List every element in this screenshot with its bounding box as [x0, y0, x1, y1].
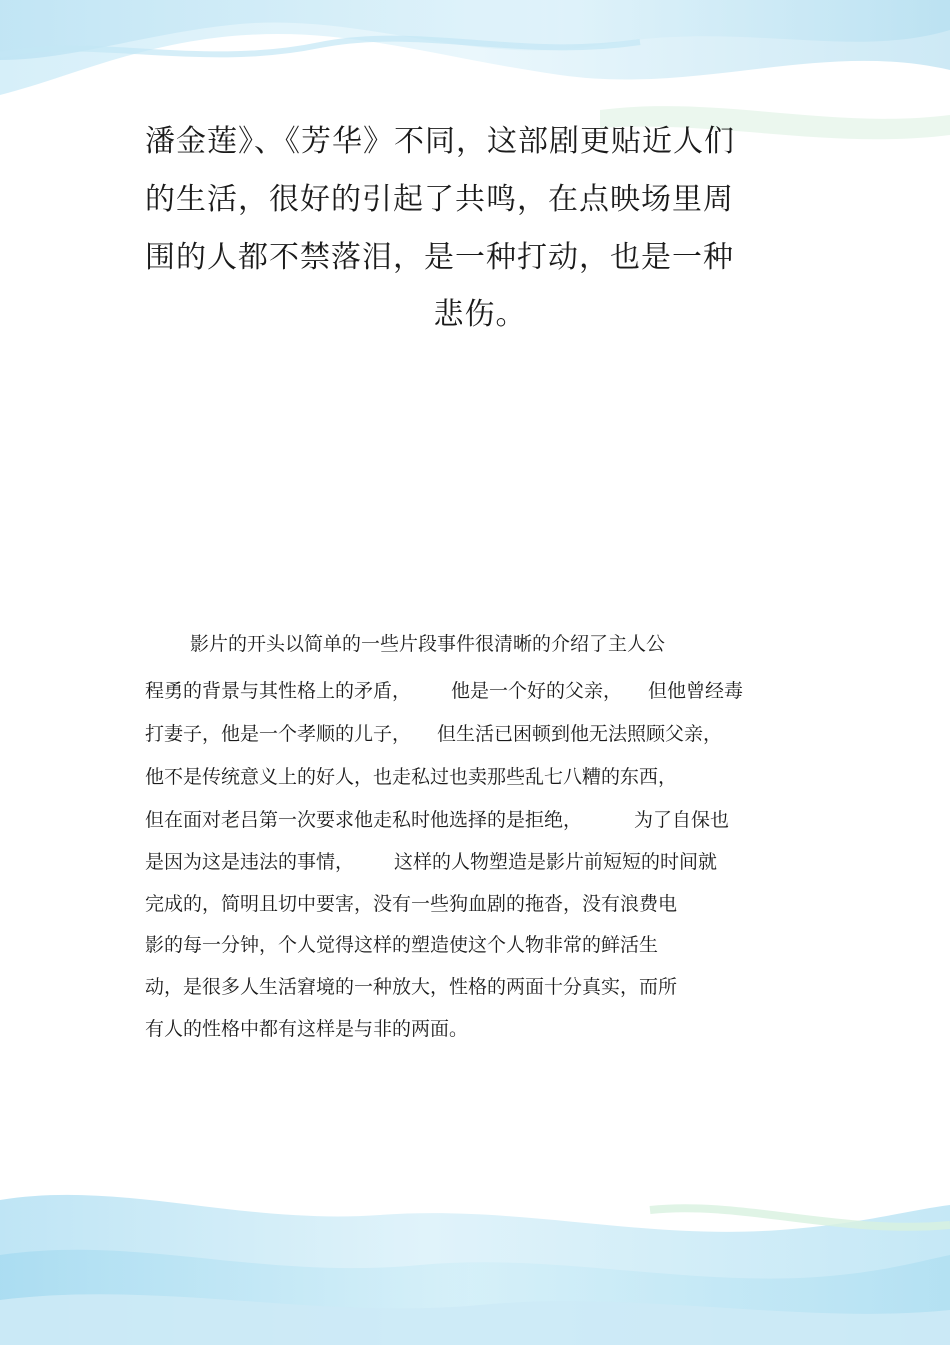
body-line-1: 影片的开头以简单的一些片段事件很清晰的介绍了主人公 [190, 633, 666, 655]
bottom-wave-decoration [0, 1180, 950, 1345]
body-line-8: 影的每一分钟，个人觉得这样的塑造使这个人物非常的鲜活生 [145, 934, 659, 956]
body-line-3-part-a: 打妻子，他是一个孝顺的儿子， [145, 723, 412, 745]
heading-line-1: 潘金莲》、《芳华》不同，这部剧更贴近人们 [145, 124, 735, 159]
heading-line-2: 的生活，很好的引起了共鸣，在点映场里周 [145, 182, 734, 217]
body-line-7: 完成的，简明且切中要害，没有一些狗血剧的拖沓，没有浪费电 [145, 893, 678, 915]
body-line-3 [145, 720, 722, 748]
body-line-2 [145, 677, 743, 705]
body-line-6 [145, 848, 717, 876]
body-line-5 [145, 806, 729, 834]
body-line-4: 他不是传统意义上的好人，也走私过也卖那些乱七八糟的东西， [145, 766, 678, 788]
body-line-2-part-a: 程勇的背景与其性格上的矛盾， [145, 680, 412, 702]
body-line-10: 有人的性格中都有这样是与非的两面。 [145, 1018, 469, 1040]
body-line-5-part-a: 但在面对老吕第一次要求他走私时他选择的是拒绝， [145, 809, 583, 831]
body-line-6-part-b: 这样的人物塑造是影片前短短的时间就 [394, 851, 718, 873]
body-line-3-part-b: 但生活已困顿到他无法照顾父亲， [437, 723, 723, 745]
body-line-6-part-a: 是因为这是违法的事情， [145, 851, 355, 873]
body-line-9: 动，是很多人生活窘境的一种放大，性格的两面十分真实，而所 [145, 976, 678, 998]
body-line-5-part-b: 为了自保也 [634, 809, 730, 831]
heading-line-4: 悲伤。 [433, 297, 527, 332]
heading-line-3: 围的人都不禁落泪，是一种打动，也是一种 [145, 240, 734, 275]
body-line-2-part-b: 他是一个好的父亲， [451, 680, 623, 702]
body-line-2-part-c: 但他曾经毒 [648, 680, 744, 702]
